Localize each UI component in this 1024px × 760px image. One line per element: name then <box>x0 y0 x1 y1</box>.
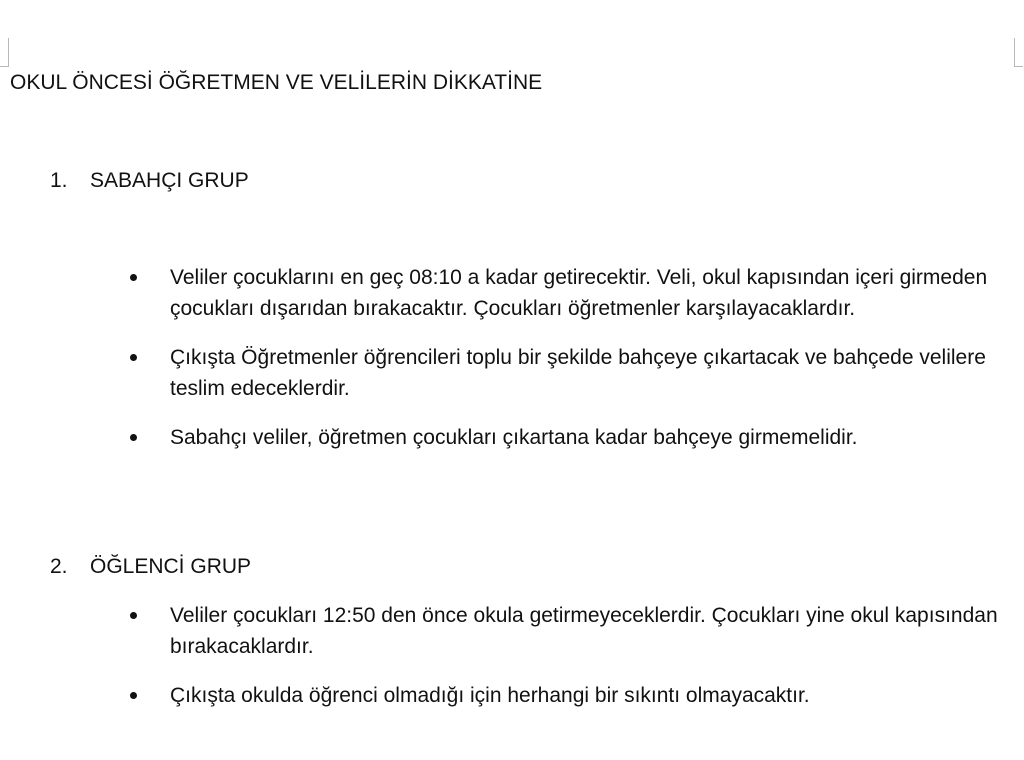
list-item <box>125 680 1010 711</box>
bullet-list-sabahci <box>125 262 1010 471</box>
bullet-icon <box>130 612 137 619</box>
list-item-text: Veliler çocukları 12:50 den önce okula getirmeyeceklerdir. Çocukları yine okul kapısından bırakacaklardır. <box>170 604 998 658</box>
section-title: SABAHÇI GRUP <box>90 169 249 192</box>
list-item <box>125 600 1010 662</box>
bullet-icon <box>130 354 137 361</box>
section-number: 2. <box>50 555 68 578</box>
section-heading-oglenci <box>50 554 251 580</box>
list-item <box>125 422 1010 453</box>
list-item-text: Çıkışta okulda öğrenci olmadığı için herhangi bir sıkıntı olmayacaktır. <box>170 684 810 707</box>
page-corner-mark-right <box>1014 38 1023 67</box>
list-item-text: Çıkışta Öğretmenler öğrencileri toplu bir şekilde bahçeye çıkartacak ve bahçede velilere teslim edeceklerdir. <box>170 346 986 400</box>
page-corner-mark-left <box>0 38 9 67</box>
list-item-text: Veliler çocuklarını en geç 08:10 a kadar getirecektir. Veli, okul kapısından içeri girmeden çocukları dışarıdan bırakacaktır. Çocukları öğretmenler karşılayacaklardır. <box>170 266 988 320</box>
bullet-icon <box>130 274 137 281</box>
bullet-list-oglenci <box>125 600 1010 729</box>
bullet-icon <box>130 692 137 699</box>
list-item <box>125 342 1010 404</box>
section-number: 1. <box>50 169 68 192</box>
list-item <box>125 262 1010 324</box>
list-item-text: Sabahçı veliler, öğretmen çocukları çıkartana kadar bahçeye girmemelidir. <box>170 426 858 449</box>
section-heading-sabahci <box>50 168 249 194</box>
section-title: ÖĞLENCİ GRUP <box>90 555 252 578</box>
bullet-icon <box>130 434 137 441</box>
document-title: OKUL ÖNCESİ ÖĞRETMEN VE VELİLERİN DİKKATİNE <box>10 71 543 94</box>
